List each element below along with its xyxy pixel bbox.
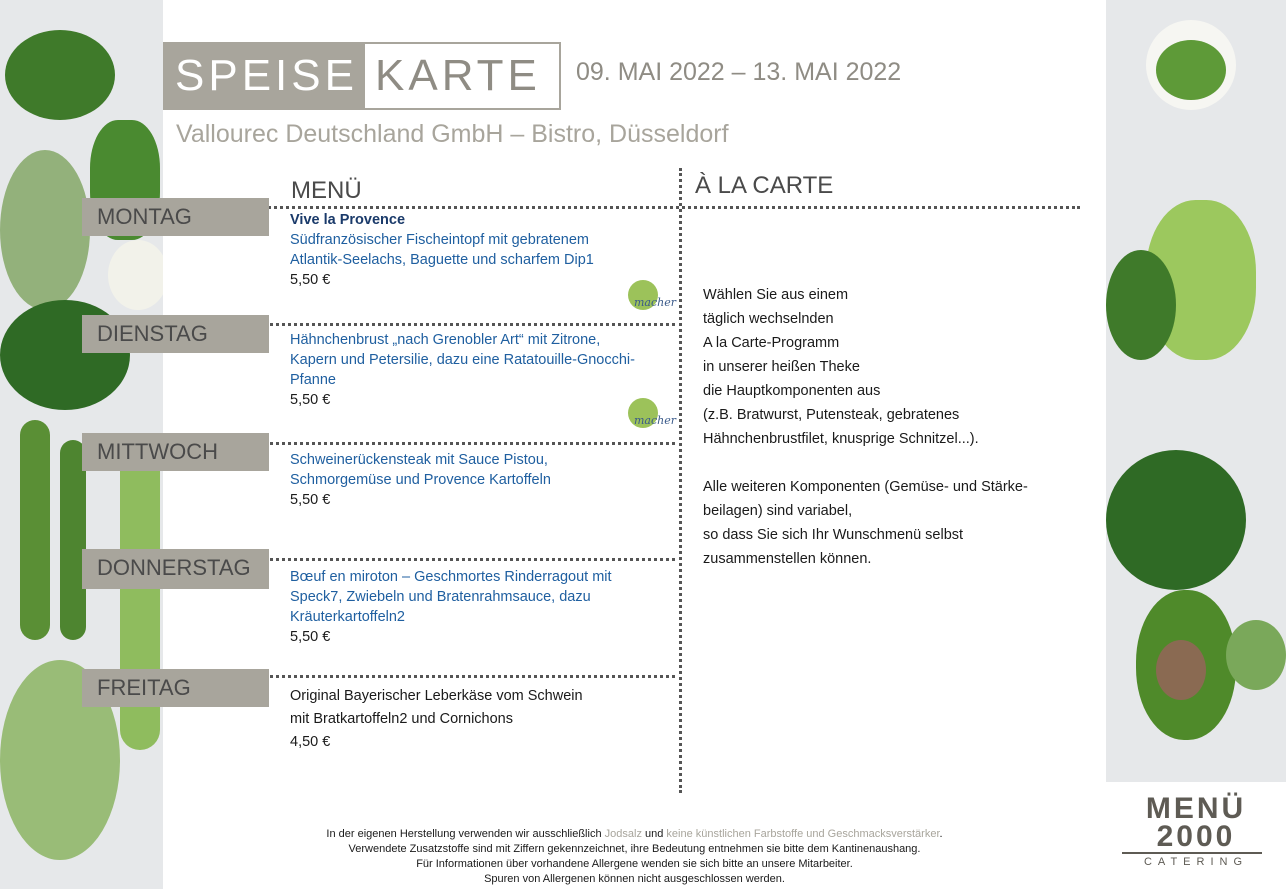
dish-line: Bœuf en miroton – Geschmortes Rinderragout mit — [290, 569, 612, 585]
carte-line: die Hauptkomponenten aus — [703, 383, 881, 399]
dish-price: 5,50 € — [290, 629, 331, 645]
day-label-dienstag: DIENSTAG — [82, 315, 269, 353]
carte-line: Wählen Sie aus einem — [703, 287, 849, 303]
carte-line: Hähnchenbrustfilet, knusprige Schnitzel...). — [703, 431, 979, 447]
menu2000-logo — [1106, 782, 1286, 889]
divider-wednesday — [265, 442, 675, 445]
dish-line: Kräuterkartoffeln2 — [290, 609, 405, 625]
column-header-menu: MENÜ — [291, 177, 362, 204]
dish-mittwoch — [290, 450, 551, 510]
divider-monday — [245, 206, 1080, 209]
title-box — [163, 42, 561, 110]
day-label-montag: MONTAG — [82, 198, 269, 236]
carte-description — [703, 283, 1083, 571]
day-label-mittwoch: MITTWOCH — [82, 433, 269, 471]
dish-line: Hähnchenbrust „nach Grenobler Art“ mit Zitrone, — [290, 332, 601, 348]
title-speise: SPEISE — [165, 44, 365, 108]
carte-line: beilagen) sind variabel, — [703, 503, 853, 519]
macher-stamp-icon: macher — [624, 280, 672, 314]
carte-line: in unserer heißen Theke — [703, 359, 860, 375]
dish-line: Pfanne — [290, 372, 336, 388]
vegetable-photo-right — [1106, 0, 1286, 782]
dish-price: 5,50 € — [290, 492, 331, 508]
footer-line-2: Verwendete Zusatzstoffe sind mit Ziffern gekennzeichnet, ihre Bedeutung entnehmen sie bitte dem Kantinenaushang. — [348, 843, 921, 855]
macher-stamp-icon: macher — [624, 398, 672, 432]
location-subtitle: Vallourec Deutschland GmbH – Bistro, Düsseldorf — [176, 120, 729, 148]
footer-line-4: Spuren von Allergenen können nicht ausgeschlossen werden. — [484, 873, 785, 885]
divider-tuesday — [265, 323, 675, 326]
footer-line-3: Für Informationen über vorhandene Allergene wenden sie sich bitte an unsere Mitarbeiter. — [416, 858, 853, 870]
dish-price: 4,50 € — [290, 734, 331, 750]
footer-notes — [163, 827, 1106, 887]
dish-montag — [290, 210, 594, 290]
carte-line: A la Carte-Programm — [703, 335, 840, 351]
dish-line: Speck7, Zwiebeln und Bratenrahmsauce, dazu — [290, 589, 591, 605]
dish-freitag — [290, 685, 583, 754]
carte-line: täglich wechselnden — [703, 311, 834, 327]
dish-line: mit Bratkartoffeln2 und Cornichons — [290, 711, 513, 727]
logo-line-2: 2000 — [1156, 820, 1236, 853]
dish-line: Schmorgemüse und Provence Kartoffeln — [290, 472, 551, 488]
dish-price: 5,50 € — [290, 272, 331, 288]
date-range: 09. MAI 2022 – 13. MAI 2022 — [576, 58, 902, 86]
dish-price: 5,50 € — [290, 392, 331, 408]
dish-donnerstag — [290, 567, 612, 647]
dish-line: Original Bayerischer Leberkäse vom Schwein — [290, 688, 583, 704]
dish-line: Atlantik-Seelachs, Baguette und scharfem Dip1 — [290, 252, 594, 268]
footer-line-1: In der eigenen Herstellung verwenden wir ausschließlich Jodsalz und keine künstlichen Farbstoffe und Geschmacksverstärker. — [326, 828, 943, 840]
carte-line: so dass Sie sich Ihr Wunschmenü selbst — [703, 527, 964, 543]
logo-line-1: MENÜ — [1145, 792, 1247, 825]
dish-dienstag — [290, 330, 635, 410]
divider-friday — [265, 675, 675, 678]
logo-line-3: CATERING — [1143, 856, 1249, 868]
divider-thursday — [265, 558, 675, 561]
jodsalz-highlight: Jodsalz — [604, 828, 642, 840]
carte-line: Alle weiteren Komponenten (Gemüse- und Stärke- — [703, 479, 1028, 495]
dish-line: Kapern und Petersilie, dazu eine Ratatouille-Gnocchi- — [290, 352, 635, 368]
dish-line: Schweinerückensteak mit Sauce Pistou, — [290, 452, 548, 468]
day-label-donnerstag: DONNERSTAG — [82, 549, 269, 589]
column-header-carte: À LA CARTE — [695, 172, 834, 199]
column-divider — [679, 168, 682, 793]
dish-line: Südfranzösischer Fischeintopf mit gebratenem — [290, 232, 590, 248]
day-label-freitag: FREITAG — [82, 669, 269, 707]
carte-line: zusammenstellen können. — [703, 551, 872, 567]
additives-highlight: keine künstlichen Farbstoffe und Geschmacksverstärker — [666, 828, 940, 840]
dish-title: Vive la Provence — [290, 212, 406, 228]
carte-line: (z.B. Bratwurst, Putensteak, gebratenes — [703, 407, 960, 423]
title-karte: KARTE — [375, 51, 541, 100]
